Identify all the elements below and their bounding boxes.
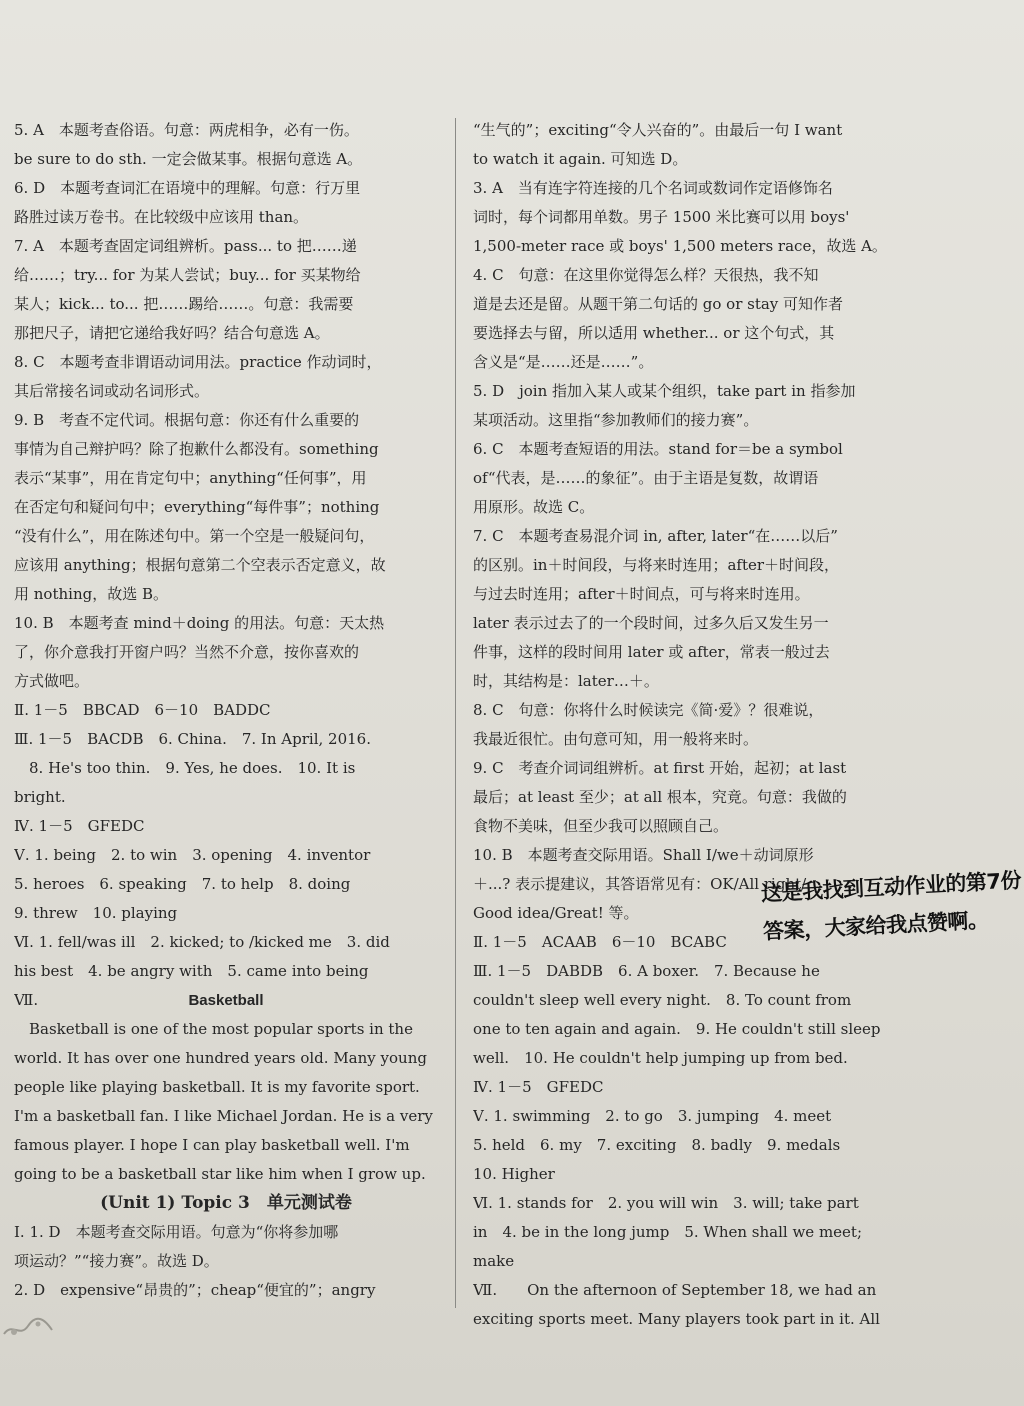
text-line: 表示“某事”，用在肯定句中；anything“任何事”，用 xyxy=(14,469,367,487)
text-line: of“代表，是……的象征”。由于主语是复数，故谓语 xyxy=(473,469,819,487)
text-line: 食物不美味，但至少我可以照顾自己。 xyxy=(473,817,729,835)
text-line: Ⅲ. 1－5 BACDB 6. China. 7. In April, 2016. xyxy=(14,730,371,748)
text-line: 项运动？”“接力赛”。故选 D。 xyxy=(14,1252,219,1270)
text-line: 5. heroes 6. speaking 7. to help 8. doing xyxy=(14,875,351,893)
text-line: 要选择去与留，所以适用 whether... or 这个句式，其 xyxy=(473,324,835,342)
text-line: 4. C 句意：在这里你觉得怎么样？天很热，我不知 xyxy=(473,266,819,284)
text-line: 8. He's too thin. 9. Yes, he does. 10. It is xyxy=(14,759,356,777)
text-line: 10. B 本题考查交际用语。Shall I/we＋动词原形 xyxy=(473,846,814,864)
text-line: 7. C 本题考查易混介词 in, after, later“在……以后” xyxy=(473,527,838,545)
text-line: later 表示过去了的一个段时间，过多久后又发生另一 xyxy=(473,614,829,632)
right-column xyxy=(473,116,897,1334)
column-divider xyxy=(455,118,456,1308)
left-column xyxy=(14,116,438,1305)
text-line: 含义是“是……还是……”。 xyxy=(473,353,654,371)
text-line: “生气的”；exciting“令人兴奋的”。由最后一句 I want xyxy=(473,121,843,139)
text-line: 了，你介意我打开窗户吗？当然不介意，按你喜欢的 xyxy=(14,643,360,661)
text-line: 9. C 考查介词词组辨析。at first 开始，起初；at last xyxy=(473,759,847,777)
text-line: one to ten again and again. 9. He couldn't still sleep xyxy=(473,1020,881,1038)
text-line: be sure to do sth. 一定会做某事。根据句意选 A。 xyxy=(14,150,363,168)
text-line: Ⅰ. 1. D 本题考查交际用语。句意为“你将参加哪 xyxy=(14,1223,339,1241)
text-line: 路胜过读万卷书。在比较级中应该用 than。 xyxy=(14,208,309,226)
text-line: 件事，这样的段时间用 later 或 after，常表一般过去 xyxy=(473,643,830,661)
handwritten-note-line: 答案，大家给我点赞啊。 xyxy=(762,907,989,944)
text-line: famous player. I hope I can play basketball well. I'm xyxy=(14,1136,410,1154)
text-line: exciting sports meet. Many players took part in it. All xyxy=(473,1310,880,1328)
text-line: 某人；kick... to... 把……踢给……。句意：我需要 xyxy=(14,295,354,313)
text-line: world. It has over one hundred years old. Many young xyxy=(14,1049,427,1067)
text-line: in 4. be in the long jump 5. When shall we meet; xyxy=(473,1223,863,1241)
text-line: 某项活动。这里指“参加教师们的接力赛”。 xyxy=(473,411,759,429)
text-line: well. 10. He couldn't help jumping up from bed. xyxy=(473,1049,848,1067)
text-line: Ⅳ. 1－5 GFEDC xyxy=(473,1078,604,1096)
text-line: 5. D join 指加入某人或某个组织，take part in 指参加 xyxy=(473,382,856,400)
text-line: 其后常接名词或动名词形式。 xyxy=(14,382,210,400)
text-line: 7. A 本题考查固定词组辨析。pass... to 把……递 xyxy=(14,237,357,255)
text-line: 5. A 本题考查俗语。句意：两虎相争，必有一伤。 xyxy=(14,121,359,139)
text-line: 最后；at least 至少；at all 根本，究竟。句意：我做的 xyxy=(473,788,847,806)
text-line: Ⅶ. On the afternoon of September 18, we had an xyxy=(473,1281,877,1299)
text-line: 用 nothing，故选 B。 xyxy=(14,585,168,603)
text-line: 2. D expensive“昂贵的”；cheap“便宜的”；angry xyxy=(14,1281,376,1299)
text-line: 我最近很忙。由句意可知，用一般将来时。 xyxy=(473,730,759,748)
text-line: people like playing basketball. It is my favorite sport. xyxy=(14,1078,420,1096)
text-line: 6. D 本题考查词汇在语境中的理解。句意：行万里 xyxy=(14,179,361,197)
text-line: 用原形。故选 C。 xyxy=(473,498,595,516)
text-line: Ⅲ. 1－5 DABDB 6. A boxer. 7. Because he xyxy=(473,962,820,980)
text-line: 时，其结构是：later…＋。 xyxy=(473,672,659,690)
essay-title: Basketball xyxy=(188,992,264,1009)
text-line: Ⅴ. 1. swimming 2. to go 3. jumping 4. meet xyxy=(473,1107,832,1125)
text-line: 应该用 anything；根据句意第二个空表示否定意义，故 xyxy=(14,556,386,574)
text-line: couldn't sleep well every night. 8. To count from xyxy=(473,991,852,1009)
text-line: 6. C 本题考查短语的用法。stand for＝be a symbol xyxy=(473,440,843,458)
text-line: 与过去时连用；after＋时间点，可与将来时连用。 xyxy=(473,585,810,603)
handwritten-note xyxy=(760,861,1024,951)
text-line: 词时，每个词都用单数。男子 1500 米比赛可以用 boys' xyxy=(473,208,850,226)
text-line: 10. Higher xyxy=(473,1165,555,1183)
section-title: (Unit 1) Topic 3 单元测试卷 xyxy=(100,1193,352,1213)
text-line: 3. A 当有连字符连接的几个名词或数词作定语修饰名 xyxy=(473,179,833,197)
text-line: Ⅱ. 1－5 BBCAD 6－10 BADDC xyxy=(14,701,271,719)
text-line: 的区别。in＋时间段，与将来时连用；after＋时间段， xyxy=(473,556,840,574)
text-line: 方式做吧。 xyxy=(14,672,90,690)
text-line: 9. threw 10. playing xyxy=(14,904,178,922)
handwritten-note-line: 这是我找到互动作业的第7份 xyxy=(760,868,1022,906)
text-line: Ⅱ. 1－5 ACAAB 6－10 BCABC xyxy=(473,933,727,951)
text-line: 1,500-meter race 或 boys' 1,500 meters race，故选 A。 xyxy=(473,237,887,255)
text-line: Ⅵ. 1. stands for 2. you will win 3. will; take part xyxy=(473,1194,859,1212)
text-line: Ⅵ. 1. fell/was ill 2. kicked; to /kicked me 3. did xyxy=(14,933,390,951)
text-line: Good idea/Great! 等。 xyxy=(473,904,639,922)
text-line: 在否定句和疑问句中；everything“每件事”；nothing xyxy=(14,498,380,516)
text-line: his best 4. be angry with 5. came into being xyxy=(14,962,369,980)
text-line: “没有什么”，用在陈述句中。第一个空是一般疑问句， xyxy=(14,527,375,545)
text-line: going to be a basketball star like him when I grow up. xyxy=(14,1165,426,1183)
text-line: Ⅳ. 1－5 GFEDC xyxy=(14,817,145,835)
text-line: make xyxy=(473,1252,515,1270)
text-line: 8. C 句意：你将什么时候读完《简·爱》？很难说， xyxy=(473,701,824,719)
text-line: 那把尺子，请把它递给我好吗？结合句意选 A。 xyxy=(14,324,330,342)
text-line: bright. xyxy=(14,788,66,806)
text-line: Ⅴ. 1. being 2. to win 3. opening 4. inventor xyxy=(14,846,371,864)
text-line: 10. B 本题考查 mind＋doing 的用法。句意：天太热 xyxy=(14,614,385,632)
text-line: 给……；try... for 为某人尝试；buy... for 买某物给 xyxy=(14,266,361,284)
text-line: I'm a basketball fan. I like Michael Jordan. He is a very xyxy=(14,1107,433,1125)
section-number: Ⅶ. xyxy=(14,991,39,1009)
text-line: Basketball is one of the most popular sports in the xyxy=(14,1020,413,1038)
text-line: 8. C 本题考查非谓语动词用法。practice 作动词时， xyxy=(14,353,382,371)
text-line: 事情为自己辩护吗？除了抱歉什么都没有。something xyxy=(14,440,379,458)
text-line: 9. B 考查不定代词。根据句意：你还有什么重要的 xyxy=(14,411,360,429)
text-line: 道是去还是留。从题干第二句话的 go or stay 可知作者 xyxy=(473,295,844,313)
text-line: 5. held 6. my 7. exciting 8. badly 9. medals xyxy=(473,1136,841,1154)
text-line: ＋...? 表示提建议，其答语常见有：OK/All right/ xyxy=(473,875,807,893)
page-corner-ornament-icon xyxy=(0,1308,58,1344)
essay-header-line xyxy=(14,986,438,1015)
text-line: to watch it again. 可知选 D。 xyxy=(473,150,688,168)
